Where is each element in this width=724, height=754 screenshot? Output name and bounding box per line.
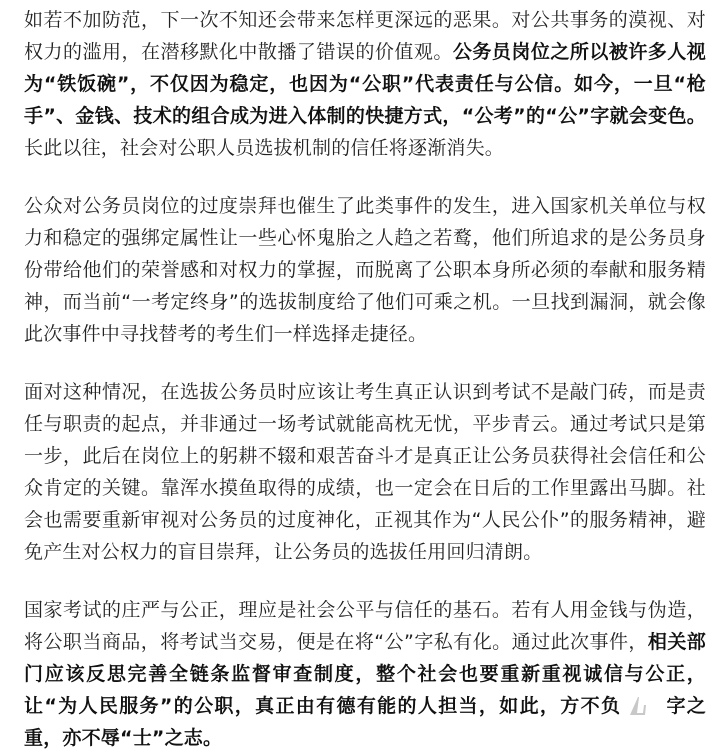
body-text: 长此以往，社会对公职人员选拔机制的信任将逐渐消失。 [24, 137, 505, 159]
body-text: 国家考试的庄严与公正，理应是社会公平与信任的基石。若有人用金钱与伪造，将公职当商品，将考试当交易，便是在将“公”字私有化。通过此次事件， [24, 599, 706, 653]
obscured-character [621, 693, 665, 717]
emphasized-text: 字之重，亦不辱“士”之志。 [24, 695, 707, 749]
body-text: 如若不加防范，下一次不知还会带来怎样更深远的恶果。对公共事务的漠视、对权力的滥用，在潜移默化中散播了错误的价值观。 [24, 9, 706, 63]
overlay-mark-icon [627, 693, 653, 717]
emphasized-text: 相关部门应该反思完善全链条监督审查制度，整个社会也要重新重视诚信与公正，让“为人民服务”的公职，真正由有德有能的人担当，如此，方不负 [24, 631, 706, 717]
paragraph [24, 376, 706, 568]
paragraph [24, 4, 706, 164]
body-text: 面对这种情况，在选拔公务员时应该让考生真正认识到考试不是敲门砖，而是责任与职责的起点，并非通过一场考试就能高枕无忧，平步青云。通过考试只是第一步，此后在岗位上的躬耕不辍和艰苦奋斗才是真正让公务员获得社会信任和公众肯定的关键。靠浑水摸鱼取得的成绩，也一定会在日后的工作里露出马脚。社会也需要重新审视对公务员的过度神化，正视其作为“人民公仆”的服务精神，避免产生对公权力的盲目崇拜，让公务员的选拔任用回归清朗。 [24, 381, 706, 563]
paragraph [24, 594, 706, 754]
body-text: 公众对公务员岗位的过度崇拜也催生了此类事件的发生，进入国家机关单位与权力和稳定的强绑定属性让一些心怀鬼胎之人趋之若鹜，他们所追求的是公务员身份带给他们的荣誉感和对权力的掌握，而脱离了公职本身所必须的奉献和服务精神，而当前“一考定终身”的选拔制度给了他们可乘之机。一旦找到漏洞，就会像此次事件中寻找替考的考生们一样选择走捷径。 [24, 195, 706, 345]
paragraph [24, 190, 706, 350]
emphasized-text: 公务员岗位之所以被许多人视为“铁饭碗”，不仅因为稳定，也因为“公职”代表责任与公信。如今，一旦“枪手”、金钱、技术的组合成为进入体制的快捷方式，“公考”的“公”字就会变色。 [24, 41, 706, 127]
article-body [24, 4, 706, 754]
